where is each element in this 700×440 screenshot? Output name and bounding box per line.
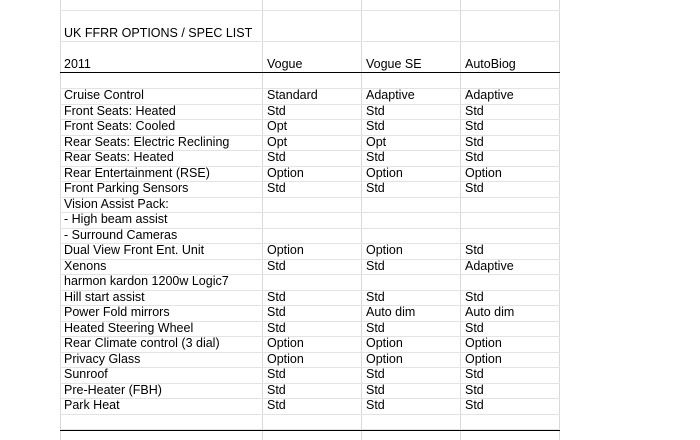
autobiog-cell[interactable]: Std: [465, 119, 484, 133]
feature-cell[interactable]: Rear Climate control (3 dial): [64, 336, 220, 350]
feature-cell[interactable]: - High beam assist: [64, 212, 168, 226]
header-cell-vogue[interactable]: Vogue: [267, 57, 303, 71]
feature-cell[interactable]: Privacy Glass: [64, 351, 141, 366]
feature-cell[interactable]: Vision Assist Pack:: [64, 196, 169, 211]
vogue-cell[interactable]: Std: [267, 103, 286, 118]
autobiog-cell[interactable]: Adaptive: [465, 88, 514, 102]
table-row: [60, 305, 560, 321]
feature-cell[interactable]: Front Parking Sensors: [64, 181, 189, 195]
vogue-se-cell[interactable]: Option: [366, 336, 403, 350]
vogue-cell[interactable]: Std: [267, 305, 286, 319]
vogue-cell[interactable]: Option: [267, 243, 304, 257]
title-row: [60, 26, 560, 42]
table-row: [60, 197, 560, 213]
vogue-cell[interactable]: Standard: [267, 88, 318, 102]
vogue-se-cell[interactable]: Std: [366, 150, 385, 164]
autobiog-cell[interactable]: Std: [465, 150, 484, 164]
vogue-cell[interactable]: Option: [267, 336, 304, 350]
autobiog-cell[interactable]: Adaptive: [465, 258, 514, 273]
vogue-se-cell[interactable]: Std: [366, 258, 385, 273]
table-row: [60, 274, 560, 290]
vogue-se-cell[interactable]: Opt: [366, 134, 387, 149]
vogue-se-cell[interactable]: Std: [366, 289, 385, 304]
table-row: [60, 181, 560, 197]
vogue-cell[interactable]: Opt: [267, 134, 288, 149]
table-row: [60, 321, 560, 337]
table-row: [60, 336, 560, 352]
feature-cell[interactable]: Front Seats: Heated: [64, 103, 176, 118]
feature-cell[interactable]: Heated Steering Wheel: [64, 320, 194, 335]
vogue-cell[interactable]: Std: [267, 367, 286, 381]
vogue-cell[interactable]: Std: [267, 258, 286, 273]
autobiog-cell[interactable]: Std: [465, 181, 484, 195]
vogue-cell[interactable]: Std: [267, 382, 286, 397]
autobiog-cell[interactable]: Std: [465, 243, 484, 257]
sheet-title[interactable]: UK FFRR OPTIONS / SPEC LIST: [64, 26, 253, 40]
vogue-se-cell[interactable]: Std: [366, 181, 385, 195]
vogue-cell[interactable]: Std: [267, 289, 286, 304]
autobiog-cell[interactable]: Std: [465, 398, 484, 412]
vogue-se-cell[interactable]: Std: [366, 320, 385, 335]
autobiog-cell[interactable]: Option: [465, 165, 502, 180]
feature-cell[interactable]: harmon kardon 1200w Logic7: [64, 274, 229, 288]
feature-cell[interactable]: Pre-Heater (FBH): [64, 382, 162, 397]
autobiog-cell[interactable]: Auto dim: [465, 305, 515, 319]
gridline-horizontal: [60, 10, 560, 11]
header-cell-year[interactable]: 2011: [64, 57, 91, 71]
autobiog-cell[interactable]: Std: [465, 103, 484, 118]
feature-cell[interactable]: Rear Seats: Heated: [64, 150, 174, 164]
feature-cell[interactable]: Hill start assist: [64, 289, 145, 304]
table-row: [60, 367, 560, 383]
feature-cell[interactable]: Sunroof: [64, 367, 108, 381]
table-row: [60, 228, 560, 244]
vogue-cell[interactable]: Std: [267, 181, 286, 195]
table-row: [60, 352, 560, 368]
feature-cell[interactable]: Dual View Front Ent. Unit: [64, 243, 205, 257]
feature-cell[interactable]: Rear Entertainment (RSE): [64, 165, 210, 180]
vogue-cell[interactable]: Option: [267, 165, 304, 180]
table-row: [60, 212, 560, 228]
vogue-se-cell[interactable]: Std: [366, 367, 385, 381]
autobiog-cell[interactable]: Option: [465, 351, 502, 366]
vogue-se-cell[interactable]: Option: [366, 243, 403, 257]
vogue-cell[interactable]: Std: [267, 398, 286, 412]
vogue-cell[interactable]: Std: [267, 150, 286, 164]
autobiog-cell[interactable]: Std: [465, 289, 484, 304]
autobiog-cell[interactable]: Std: [465, 320, 484, 335]
bottom-rule: [60, 430, 560, 431]
feature-cell[interactable]: Cruise Control: [64, 88, 144, 102]
table-row: [60, 104, 560, 120]
table-row: [60, 383, 560, 399]
vogue-se-cell[interactable]: Auto dim: [366, 305, 416, 319]
vogue-se-cell[interactable]: Std: [366, 398, 385, 412]
vogue-se-cell[interactable]: Std: [366, 103, 385, 118]
table-row: [60, 166, 560, 182]
vogue-se-cell[interactable]: Option: [366, 351, 403, 366]
header-cell-vogue-se[interactable]: Vogue SE: [366, 57, 422, 71]
gridline-horizontal: [60, 414, 560, 415]
feature-cell[interactable]: Park Heat: [64, 398, 120, 412]
table-row: [60, 243, 560, 259]
table-row: [60, 259, 560, 275]
autobiog-cell[interactable]: Option: [465, 336, 502, 350]
autobiog-cell[interactable]: Std: [465, 367, 484, 381]
vogue-se-cell[interactable]: Option: [366, 165, 403, 180]
vogue-se-cell[interactable]: Std: [366, 382, 385, 397]
table-row: [60, 398, 560, 414]
vogue-cell[interactable]: Std: [267, 320, 286, 335]
vogue-se-cell[interactable]: Std: [366, 119, 385, 133]
vogue-se-cell[interactable]: Adaptive: [366, 88, 415, 102]
table-row: [60, 150, 560, 166]
table-row: [60, 290, 560, 306]
header-underline: [60, 72, 560, 73]
autobiog-cell[interactable]: Std: [465, 382, 484, 397]
feature-cell[interactable]: Rear Seats: Electric Reclining: [64, 134, 230, 149]
table-row: [60, 135, 560, 151]
feature-cell[interactable]: Xenons: [64, 258, 107, 273]
header-cell-autobiog[interactable]: AutoBiog: [465, 57, 516, 71]
vogue-cell[interactable]: Option: [267, 351, 304, 366]
table-row: [60, 119, 560, 135]
table-row: [60, 88, 560, 104]
feature-cell[interactable]: Power Fold mirrors: [64, 305, 170, 319]
header-row: [60, 57, 560, 73]
feature-cell[interactable]: Front Seats: Cooled: [64, 119, 176, 133]
feature-cell[interactable]: - Surround Cameras: [64, 227, 178, 242]
vogue-cell[interactable]: Opt: [267, 119, 288, 133]
autobiog-cell[interactable]: Std: [465, 134, 484, 149]
